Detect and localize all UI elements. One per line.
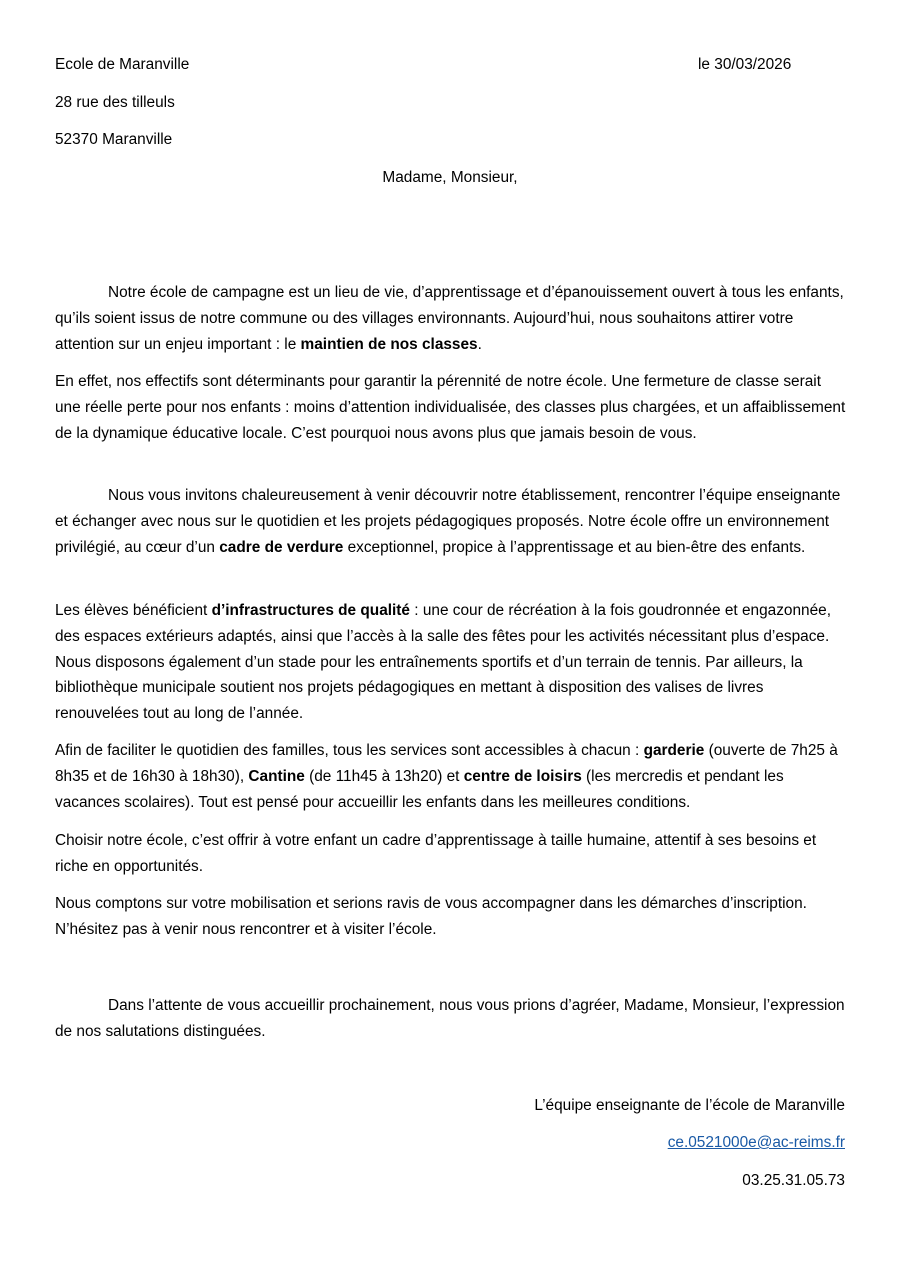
service-centre-loisirs: centre de loisirs <box>463 767 582 785</box>
paragraph-intro-bold: maintien de nos classes <box>300 335 478 353</box>
school-city: 52370 Maranville <box>55 131 173 148</box>
paragraph-services-text: Afin de faciliter le quotidien des familles, tous les services sont accessibles à chacun : <box>55 742 644 759</box>
paragraph-infrastructures-text: Les élèves bénéficient <box>55 602 212 619</box>
paragraph-services <box>55 738 850 815</box>
paragraph-choisir: Choisir notre école, c’est offrir à votre enfant un cadre d’apprentissage à taille humaine, attentif à ses besoins et riche en opportunités. <box>55 832 817 875</box>
service-garderie: garderie <box>643 742 705 759</box>
paragraph-services-text-3: (de 11h45 à 13h20) et <box>304 767 464 785</box>
paragraph-invitation-bold: cadre de verdure <box>219 538 344 556</box>
phone-number: 03.25.31.05.73 <box>742 1172 845 1189</box>
paragraph-intro-end: . <box>477 335 482 353</box>
salutation: Madame, Monsieur, <box>382 169 518 186</box>
school-name: Ecole de Maranville <box>55 56 190 73</box>
paragraph-intro-text: Notre école de campagne est un lieu de vie, d’apprentissage et d’épanouissement ouvert à tous les enfants, qu’ils soient issus de notre commune ou des villages environnants. Aujourd’hui, nous souhaitons attirer votre attention sur un enjeu important : le <box>55 284 844 353</box>
paragraph-mobilisation: Nous comptons sur votre mobilisation et serions ravis de vous accompagner dans les démarches d’inscription. N’hésitez pas à venir nous rencontrer et à visiter l’école. <box>55 895 807 938</box>
paragraph-invitation-end: exceptionnel, propice à l’apprentissage et au bien-être des enfants. <box>343 538 806 556</box>
paragraph-services-end: (les mercredis et pendant les vacances scolaires). Tout est pensé pour accueillir les enfants dans les meilleures conditions. <box>55 767 784 811</box>
paragraph-infrastructures-end: : une cour de récréation à la fois goudronnée et engazonnée, des espaces extérieurs adaptés, ainsi que l’accès à la salle des fêtes pour les activités nécessitant plus d’espace. Nous disposons également d’un stade pour les entraînements sportifs et d’un terrain de tennis. Par ailleurs, la bibliothèque municipale soutient nos projets pédagogiques en mettant à disposition des valises de livres renouvelées tout au long de l’année. <box>55 602 831 723</box>
paragraph-invitation-text: Nous vous invitons chaleureusement à venir découvrir notre établissement, rencontrer l’équipe enseignante et échanger avec nous sur le quotidien et les projets pédagogiques proposés. Notre école offre un environnement privilégié, au cœur d’un <box>55 487 841 556</box>
paragraph-services-text-2: (ouverte de 7h25 à 8h35 et de 16h30 à 18h30), <box>55 742 838 785</box>
paragraph-invitation <box>55 483 850 560</box>
paragraph-intro <box>55 280 850 357</box>
email-link[interactable]: ce.0521000e@ac-reims.fr <box>667 1134 845 1151</box>
letter-date: le 30/03/2026 <box>698 56 792 73</box>
paragraph-infrastructures-bold: d’infrastructures de qualité <box>211 602 410 619</box>
paragraph-closing: Dans l’attente de vous accueillir prochainement, nous vous prions d’agréer, Madame, Monsieur, l’expression de nos salutations distinguées. <box>55 997 845 1040</box>
school-address: 28 rue des tilleuls <box>55 94 175 111</box>
paragraph-infrastructures <box>55 598 850 727</box>
signature-team: L’équipe enseignante de l’école de Maranville <box>534 1097 845 1114</box>
paragraph-effectifs: En effet, nos effectifs sont déterminants pour garantir la pérennité de notre école. Une fermeture de classe serait une réelle perte pour nos enfants : moins d’attention individualisée, des classes plus chargées, et un affaiblissement de la dynamique éducative locale. C’est pourquoi nous avons plus que jamais besoin de vous. <box>55 373 846 442</box>
service-cantine: Cantine <box>248 767 305 785</box>
